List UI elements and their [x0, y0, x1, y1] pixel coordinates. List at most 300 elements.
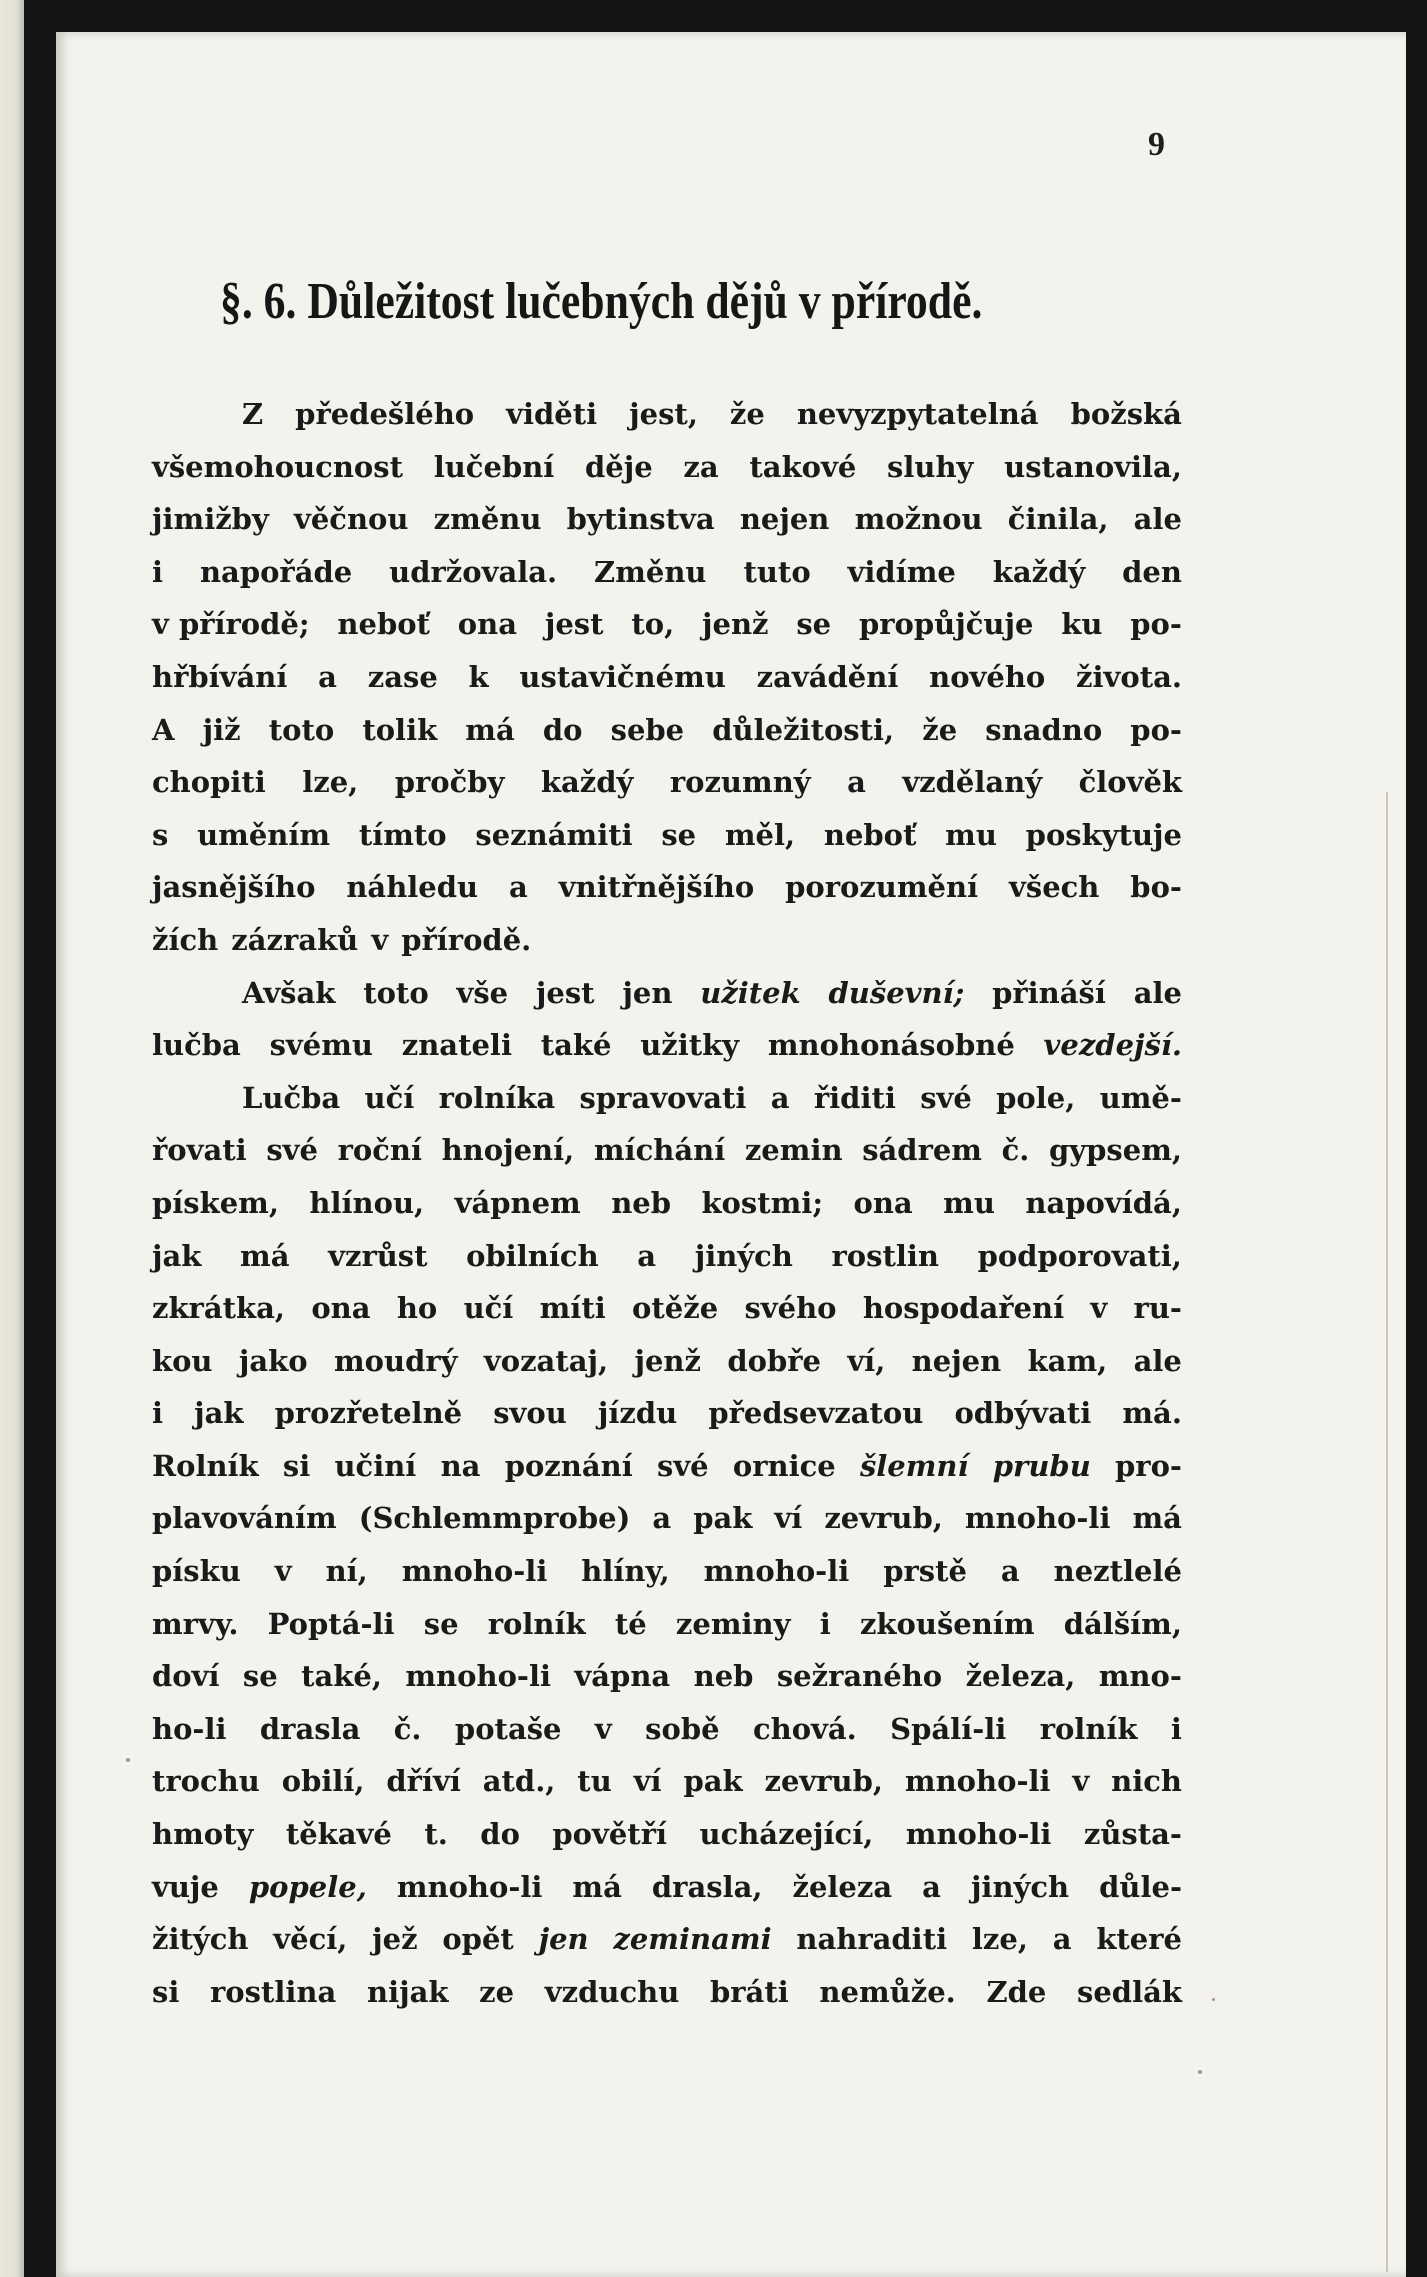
- word: důležitosti,: [712, 712, 895, 747]
- text-line: [152, 1861, 1182, 1914]
- word: a: [318, 659, 337, 694]
- word: drasla: [259, 1711, 361, 1746]
- word: si: [152, 1974, 180, 2009]
- word: měl,: [724, 817, 796, 852]
- word: rolník: [487, 1606, 586, 1641]
- word: sádrem: [862, 1133, 982, 1168]
- word: zkrátka,: [152, 1291, 286, 1326]
- word: ona: [311, 1291, 371, 1326]
- word: předsevzatou: [708, 1396, 924, 1431]
- word: děje: [585, 449, 653, 484]
- word: šlemní: [859, 1448, 969, 1483]
- text-line: [152, 493, 1182, 546]
- word: mnoho-li: [904, 1764, 1051, 1799]
- word: rostlina: [210, 1974, 337, 2009]
- word: všech: [1009, 870, 1100, 905]
- word: hmoty: [152, 1817, 254, 1852]
- word: jasnějšího: [152, 870, 316, 905]
- text-line: [152, 1177, 1182, 1230]
- word: změnu: [433, 502, 542, 537]
- word: ale: [1133, 1343, 1182, 1378]
- word: v přírodě;: [152, 607, 310, 642]
- word: zevrub,: [764, 1764, 884, 1799]
- word: zevrub,: [824, 1501, 943, 1536]
- word: takové: [749, 449, 857, 484]
- word: má: [240, 1238, 290, 1273]
- word: do: [542, 712, 583, 747]
- text-line: [152, 967, 1182, 1020]
- word: snadno: [985, 712, 1103, 747]
- word: vuje: [152, 1869, 219, 1904]
- word: v: [594, 1711, 612, 1746]
- word: mnohonásobné: [767, 1028, 1015, 1063]
- word: dobře: [727, 1343, 821, 1378]
- paper-speck: [1198, 2070, 1202, 2074]
- text-line: [152, 1492, 1182, 1545]
- word: vnitřnějšího: [558, 870, 755, 905]
- paper-speck: [126, 1758, 130, 1762]
- word: učiní: [334, 1448, 417, 1483]
- word: kostmi;: [701, 1185, 824, 1220]
- word: sebe: [610, 712, 685, 747]
- word: ustanovila,: [1004, 449, 1182, 484]
- text-line: [152, 598, 1182, 651]
- word: nevyzpytatelná: [796, 397, 1039, 431]
- word: věčnou: [294, 502, 409, 537]
- word: sežraného: [776, 1659, 943, 1694]
- word: pole,: [996, 1080, 1076, 1115]
- word: ní,: [325, 1554, 368, 1589]
- word: jen: [622, 975, 673, 1010]
- word: že: [729, 397, 765, 431]
- word: bytinstva: [566, 502, 715, 537]
- word: nejen: [911, 1343, 1002, 1378]
- word: den: [1122, 554, 1182, 589]
- word: nemůže.: [819, 1974, 956, 2009]
- word: Z: [242, 397, 264, 431]
- text-line: [152, 914, 1182, 967]
- word: ucházející,: [699, 1817, 874, 1852]
- word: duševní;: [828, 975, 965, 1010]
- word: na: [440, 1448, 481, 1483]
- word: po-: [1130, 607, 1182, 642]
- word: všemohoucnost: [152, 449, 403, 484]
- word: (Schlemmprobe): [358, 1501, 631, 1536]
- word: již: [202, 712, 241, 747]
- word: sedlák: [1077, 1974, 1182, 2009]
- word: mnoho-li: [703, 1554, 850, 1589]
- word: vše: [456, 975, 509, 1010]
- word: obilních: [466, 1238, 599, 1273]
- word: svého: [744, 1291, 837, 1326]
- word: i: [152, 554, 164, 589]
- word: každý: [992, 554, 1086, 589]
- word: jest: [535, 975, 595, 1010]
- text-line: [152, 1703, 1182, 1756]
- word: i: [1170, 1711, 1182, 1746]
- word: dříví: [386, 1764, 461, 1799]
- word: trochu: [152, 1764, 260, 1799]
- word: pro-: [1115, 1448, 1182, 1483]
- word: jiných: [694, 1238, 793, 1273]
- word: ze: [479, 1974, 515, 2009]
- word: kou: [152, 1343, 213, 1378]
- word: toto: [363, 975, 429, 1010]
- word: kam,: [1027, 1343, 1108, 1378]
- word: přírodě.: [401, 922, 532, 957]
- word: těkavé: [285, 1817, 392, 1852]
- word: nejen: [739, 502, 830, 537]
- word: a: [652, 1501, 672, 1536]
- text-line: [152, 1387, 1182, 1440]
- word: zemin: [744, 1133, 843, 1168]
- word: mu: [945, 817, 997, 852]
- word: železa,: [965, 1659, 1076, 1694]
- word: vezdejší.: [1043, 1028, 1182, 1063]
- word: bo-: [1130, 870, 1182, 905]
- word: zeminy: [675, 1606, 791, 1641]
- text-line: [152, 756, 1182, 809]
- previous-page-edge: [0, 0, 24, 2277]
- word: do: [480, 1817, 520, 1852]
- word: které: [1096, 1922, 1182, 1957]
- word: Zde: [986, 1974, 1047, 2009]
- word: zeminami: [613, 1922, 772, 1957]
- text-line: [152, 1072, 1182, 1125]
- word: také: [540, 1028, 612, 1063]
- word: udržovala.: [389, 554, 558, 589]
- word: v: [274, 1554, 292, 1589]
- word: drasla,: [651, 1869, 763, 1904]
- word: znateli: [401, 1028, 512, 1063]
- word: učí: [463, 1291, 514, 1326]
- word: jiných: [970, 1869, 1070, 1904]
- word: povětří: [552, 1817, 668, 1852]
- word: pískem,: [152, 1185, 279, 1220]
- text-line: [152, 441, 1182, 494]
- section-heading: §. 6. Důležitost lučebných dějů v přírodě.: [220, 273, 983, 330]
- word: ona: [457, 607, 518, 642]
- word: zavádění: [756, 659, 899, 694]
- word: žitých: [152, 1922, 249, 1957]
- word: tolik: [362, 712, 438, 747]
- text-line: [152, 1650, 1182, 1703]
- text-line: [152, 1755, 1182, 1808]
- word: ho: [396, 1291, 438, 1326]
- word: neboť: [823, 817, 917, 852]
- word: prstě: [883, 1554, 967, 1589]
- word: užitky: [640, 1028, 740, 1063]
- word: odbývati: [954, 1396, 1092, 1431]
- word: žích: [152, 922, 219, 957]
- word: nich: [1111, 1764, 1182, 1799]
- word: ru-: [1133, 1291, 1182, 1326]
- word: propůjčuje: [858, 607, 1034, 642]
- word: vápna: [574, 1659, 671, 1694]
- word: atd.,: [482, 1764, 556, 1799]
- word: má.: [1122, 1396, 1182, 1431]
- word: podporovati,: [977, 1238, 1182, 1273]
- word: hnojení,: [441, 1133, 575, 1168]
- word: seznámiti: [475, 817, 633, 852]
- word: sluhy: [887, 449, 974, 484]
- word: k: [468, 659, 489, 694]
- word: jenž: [634, 1343, 701, 1378]
- word: neb: [693, 1659, 754, 1694]
- word: učí: [364, 1080, 415, 1115]
- word: ustavičnému: [519, 659, 726, 694]
- word: má: [465, 712, 515, 747]
- word: za: [683, 449, 719, 484]
- word: jenž: [702, 607, 769, 642]
- word: ale: [1133, 502, 1182, 537]
- word: jen: [538, 1922, 589, 1957]
- word: s: [152, 817, 169, 852]
- word: ale: [1133, 975, 1182, 1010]
- word: jež: [372, 1922, 418, 1957]
- word: té: [614, 1606, 647, 1641]
- word: zkoušením: [859, 1606, 1035, 1641]
- word: chová.: [752, 1711, 857, 1746]
- word: svou: [493, 1396, 567, 1431]
- word: hlíny,: [581, 1554, 670, 1589]
- text-line: [152, 546, 1182, 599]
- word: zůsta-: [1083, 1817, 1182, 1852]
- word: Poptá-li: [267, 1606, 395, 1641]
- word: železa: [792, 1869, 893, 1904]
- word: nového: [929, 659, 1046, 694]
- text-line: [152, 1545, 1182, 1598]
- word: důle-: [1099, 1869, 1182, 1904]
- word: míti: [539, 1291, 606, 1326]
- word: mnoho-li: [401, 1554, 548, 1589]
- word: vozataj,: [483, 1343, 609, 1378]
- word: řiditi: [813, 1080, 896, 1115]
- word: pak: [683, 1764, 743, 1799]
- paper-speck: [1212, 1998, 1215, 2001]
- word: Rolník: [152, 1448, 259, 1483]
- page-number: 9: [1148, 126, 1165, 163]
- word: spravovati: [579, 1080, 747, 1115]
- word: se: [423, 1606, 459, 1641]
- word: mnoho-li: [405, 1659, 551, 1694]
- word: že: [922, 712, 958, 747]
- text-line: [152, 388, 1182, 441]
- word: ho-li: [152, 1711, 227, 1746]
- word: své: [920, 1080, 972, 1115]
- word: neb: [611, 1185, 671, 1220]
- word: Lučba: [242, 1080, 341, 1115]
- word: ona: [853, 1185, 913, 1220]
- word: ví,: [847, 1343, 886, 1378]
- word: života.: [1076, 659, 1182, 694]
- word: ví: [633, 1764, 662, 1799]
- word: mno-: [1098, 1659, 1182, 1694]
- word: Spálí-li: [890, 1711, 1007, 1746]
- word: rolníka: [438, 1080, 556, 1115]
- word: doví: [152, 1659, 220, 1694]
- text-line: [152, 809, 1182, 862]
- text-line: [152, 1598, 1182, 1651]
- word: rolník: [1039, 1711, 1138, 1746]
- body-text: [152, 388, 1182, 2018]
- word: pak: [693, 1501, 753, 1536]
- text-line: [152, 1913, 1182, 1966]
- word: tuto: [743, 554, 811, 589]
- word: se: [242, 1659, 278, 1694]
- word: zázraků: [231, 922, 359, 957]
- page-fold-edge: [1386, 792, 1388, 2272]
- word: věcí,: [273, 1922, 348, 1957]
- text-line: [152, 1282, 1182, 1335]
- word: a: [1000, 1554, 1020, 1589]
- word: možnou: [854, 502, 983, 537]
- word: nijak: [366, 1974, 449, 2009]
- word: náhledu: [346, 870, 479, 905]
- text-line: [152, 1230, 1182, 1283]
- word: sobě: [645, 1711, 720, 1746]
- word: t.: [424, 1817, 448, 1852]
- word: jak: [152, 1238, 202, 1273]
- word: jako: [238, 1343, 308, 1378]
- word: Avšak: [242, 975, 336, 1010]
- word: ku: [1061, 607, 1103, 642]
- word: hřbívání: [152, 659, 288, 694]
- word: potaše: [454, 1711, 562, 1746]
- text-line: [152, 1808, 1182, 1861]
- word: tu: [577, 1764, 612, 1799]
- word: bráti: [709, 1974, 789, 2009]
- word: se: [661, 817, 697, 852]
- word: dálším,: [1063, 1606, 1182, 1641]
- word: vzrůst: [328, 1238, 428, 1273]
- word: hospodaření: [862, 1291, 1065, 1326]
- text-line: [152, 861, 1182, 914]
- word: a: [770, 1080, 790, 1115]
- word: prubu: [992, 1448, 1091, 1483]
- word: jest,: [629, 397, 698, 431]
- word: v: [371, 922, 389, 957]
- word: má: [572, 1869, 622, 1904]
- text-line: [152, 1124, 1182, 1177]
- word: č.: [1001, 1133, 1030, 1168]
- word: se: [796, 607, 832, 642]
- word: opět: [442, 1922, 514, 1957]
- word: napovídá,: [1025, 1185, 1182, 1220]
- word: má: [1132, 1501, 1182, 1536]
- word: Změnu: [594, 554, 707, 589]
- word: v: [1072, 1764, 1090, 1799]
- word: člověk: [1078, 765, 1182, 800]
- word: toto: [268, 712, 335, 747]
- word: moudrý: [333, 1343, 458, 1378]
- word: vzduchu: [544, 1974, 680, 2009]
- word: předešlého: [295, 397, 475, 431]
- text-line: [152, 1335, 1182, 1388]
- word: si: [282, 1448, 311, 1483]
- word: č.: [393, 1711, 422, 1746]
- word: obilí,: [281, 1764, 365, 1799]
- word: prozřetelně: [274, 1396, 463, 1431]
- word: ví: [774, 1501, 803, 1536]
- word: řovati: [152, 1133, 247, 1168]
- word: zase: [367, 659, 438, 694]
- word: A: [152, 712, 175, 747]
- word: vzdělaný: [902, 765, 1043, 800]
- word: po-: [1130, 712, 1182, 747]
- word: vápnem: [454, 1185, 581, 1220]
- word: jimižby: [152, 502, 269, 537]
- word: rozumný: [669, 765, 811, 800]
- word: lučební: [433, 449, 555, 484]
- text-line: [152, 704, 1182, 757]
- word: mu: [943, 1185, 995, 1220]
- word: božská: [1070, 397, 1182, 431]
- word: popele,: [248, 1869, 367, 1904]
- word: lze,: [302, 765, 359, 800]
- word: a: [922, 1869, 941, 1904]
- word: ornice: [732, 1448, 836, 1483]
- word: gypsem,: [1049, 1133, 1182, 1168]
- word: rostlin: [831, 1238, 939, 1273]
- word: a: [847, 765, 866, 800]
- word: jak: [194, 1396, 244, 1431]
- word: roční: [337, 1133, 422, 1168]
- text-line: [152, 1966, 1182, 2019]
- word: pročby: [394, 765, 505, 800]
- word: uměním: [197, 817, 331, 852]
- word: poskytuje: [1025, 817, 1182, 852]
- word: mnoho-li: [964, 1501, 1111, 1536]
- word: užitek: [700, 975, 801, 1010]
- word: nahraditi: [796, 1922, 948, 1957]
- word: mnoho-li: [905, 1817, 1052, 1852]
- word: lučba: [152, 1028, 241, 1063]
- word: také,: [301, 1659, 382, 1694]
- text-line: [152, 1019, 1182, 1072]
- word: lze,: [971, 1922, 1028, 1957]
- word: své: [657, 1448, 709, 1483]
- text-line: [152, 1440, 1182, 1493]
- word: napořáde: [199, 554, 353, 589]
- word: jest: [544, 607, 604, 642]
- word: chopiti: [152, 765, 266, 800]
- word: otěže: [632, 1291, 719, 1326]
- word: vidíme: [847, 554, 956, 589]
- word: mrvy.: [152, 1606, 239, 1641]
- word: viděti: [506, 397, 598, 431]
- word: činila,: [1007, 502, 1109, 537]
- word: mnoho-li: [396, 1869, 543, 1904]
- word: to,: [631, 607, 675, 642]
- word: i: [819, 1606, 831, 1641]
- word: jízdu: [597, 1396, 678, 1431]
- word: neztlelé: [1053, 1554, 1182, 1589]
- word: přináší: [992, 975, 1106, 1010]
- word: plavováním: [152, 1501, 337, 1536]
- word: umě-: [1099, 1080, 1182, 1115]
- text-line: [152, 651, 1182, 704]
- word: neboť: [337, 607, 430, 642]
- word: a: [637, 1238, 657, 1273]
- word: i: [152, 1396, 164, 1431]
- word: v: [1090, 1291, 1108, 1326]
- word: každý: [540, 765, 634, 800]
- word: míchání: [593, 1133, 726, 1168]
- word: své: [266, 1133, 318, 1168]
- word: písku: [152, 1554, 241, 1589]
- word: svému: [269, 1028, 373, 1063]
